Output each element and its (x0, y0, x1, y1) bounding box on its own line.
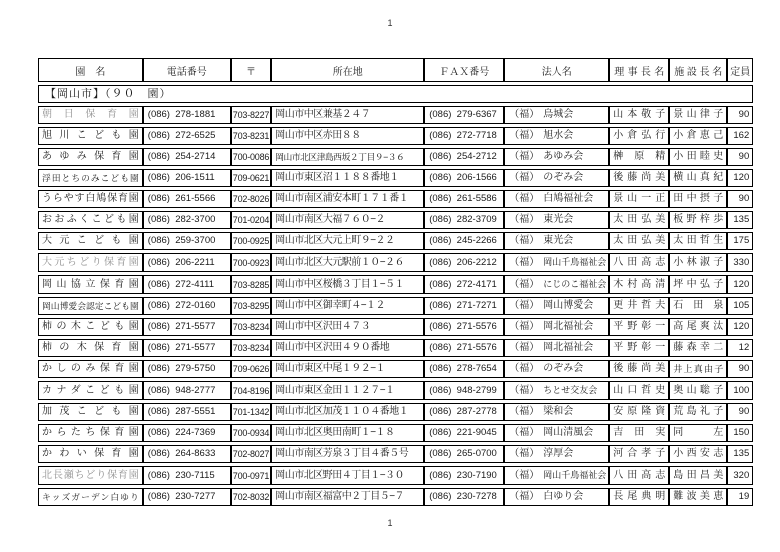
fax-cell: (086) 265-0700 (424, 445, 504, 463)
chairman-name-cell: 木村高清 (609, 275, 669, 294)
capacity-cell: 120 (727, 275, 753, 294)
fax-cell: (086) 261-5586 (424, 190, 504, 208)
capacity-cell: 90 (727, 403, 753, 421)
postal-code-cell: 702-8026 (231, 190, 271, 208)
garden-name-cell: 大元こども園 (38, 232, 143, 250)
corporation-type-prefix: （福） (509, 385, 540, 396)
director-name-cell: 井上真由子 (669, 360, 727, 378)
phone-cell: (086) 206-1511 (143, 169, 231, 187)
postal-code-cell: 700-0934 (231, 424, 271, 442)
chairman-name-cell: 八田高志 (609, 466, 669, 485)
corporation-name: にじのこ福祉会 (543, 279, 607, 289)
postal-code-cell: 703-8285 (231, 275, 271, 294)
corporation-type-prefix: （福） (509, 321, 540, 332)
director-name-cell: 難波美恵 (669, 488, 727, 506)
corporation-cell (504, 339, 609, 357)
column-header: 理事長名 (609, 58, 669, 82)
corporation-name: のぞみ会 (543, 363, 584, 374)
corporation-cell (504, 488, 609, 506)
fax-cell: (086) 271-5576 (424, 339, 504, 357)
director-name-cell: 同左 (669, 424, 727, 442)
fax-cell: (086) 230-7278 (424, 488, 504, 506)
table-row (38, 297, 753, 315)
phone-cell: (086) 271-5577 (143, 318, 231, 336)
chairman-name-cell: 山本敬子 (609, 106, 669, 124)
capacity-cell: 90 (727, 360, 753, 378)
director-name-cell: 田中摂子 (669, 190, 727, 208)
table-row (38, 211, 753, 229)
fax-cell: (086) 271-5576 (424, 318, 504, 336)
garden-name-cell: おおふくこども園 (38, 211, 143, 229)
chairman-name-cell: 小倉弘行 (609, 127, 669, 145)
capacity-cell: 90 (727, 190, 753, 208)
postal-code-cell: 702-8032 (231, 488, 271, 506)
corporation-cell (504, 148, 609, 166)
garden-name-cell: 浮田とちのみこども園 (38, 169, 143, 187)
corporation-name: 烏城会 (543, 109, 574, 120)
postal-code-cell: 700-0925 (231, 232, 271, 250)
fax-cell: (086) 279-6367 (424, 106, 504, 124)
chairman-name-cell: 吉田実 (609, 424, 669, 442)
corporation-type-prefix: （福） (509, 279, 540, 290)
postal-code-cell: 701-0204 (231, 211, 271, 229)
table-row (38, 253, 753, 272)
corporation-name: 淳厚会 (543, 448, 574, 459)
capacity-cell: 135 (727, 211, 753, 229)
address-cell: 岡山市東区沼１１８８番地１ (271, 169, 424, 187)
section-title: 【岡山市】（９０ 園） (38, 85, 753, 103)
section-row (38, 85, 753, 103)
corporation-cell (504, 466, 609, 485)
table-row (38, 466, 753, 485)
chairman-name-cell: 榊原精 (609, 148, 669, 166)
corporation-cell (504, 275, 609, 294)
corporation-cell (504, 424, 609, 442)
garden-name-cell: 旭川こども園 (38, 127, 143, 145)
fax-cell: (086) 948-2799 (424, 381, 504, 400)
corporation-type-prefix: （福） (509, 235, 540, 246)
chairman-name-cell: 平野彰一 (609, 318, 669, 336)
corporation-cell (504, 360, 609, 378)
address-cell: 岡山市南区浦安本町１７１番１ (271, 190, 424, 208)
corporation-type-prefix: （福） (509, 406, 540, 417)
director-name-cell: 太田哲生 (669, 232, 727, 250)
capacity-cell: 90 (727, 106, 753, 124)
director-name-cell: 小倉恵己 (669, 127, 727, 145)
address-cell: 岡山市中区沢田４９０番地 (271, 339, 424, 357)
garden-name-cell: 大元ちどり保育園 (38, 253, 143, 272)
corporation-type-prefix: （福） (509, 363, 540, 374)
column-header: 園 名 (38, 58, 143, 82)
corporation-name: 岡山清風会 (543, 427, 594, 438)
chairman-name-cell: 更井哲夫 (609, 297, 669, 315)
address-cell: 岡山市北区奥田南町１−１８ (271, 424, 424, 442)
postal-code-cell: 700-0086 (231, 148, 271, 166)
address-cell: 岡山市北区加茂１１０４番地１ (271, 403, 424, 421)
phone-cell: (086) 272-4111 (143, 275, 231, 294)
garden-name-cell: 北長瀬ちどり保育園 (38, 466, 143, 485)
chairman-name-cell: 景山一正 (609, 190, 669, 208)
capacity-cell: 19 (727, 488, 753, 506)
chairman-name-cell: 長尾典明 (609, 488, 669, 506)
table-row (38, 190, 753, 208)
phone-cell: (086) 230-7277 (143, 488, 231, 506)
capacity-cell: 12 (727, 339, 753, 357)
table-row (38, 106, 753, 124)
corporation-name: 白鳩福祉会 (543, 193, 594, 204)
postal-code-cell: 700-0971 (231, 466, 271, 485)
table-row (38, 148, 753, 166)
header-row (38, 58, 753, 82)
phone-cell: (086) 206-2211 (143, 253, 231, 272)
director-name-cell: 小西安志 (669, 445, 727, 463)
corporation-name: のぞみ会 (543, 172, 584, 183)
address-cell: 岡山市南区福富中２丁目５−７ (271, 488, 424, 506)
column-header: 法人名 (504, 58, 609, 82)
postal-code-cell: 703-8234 (231, 339, 271, 357)
phone-cell: (086) 254-2714 (143, 148, 231, 166)
corporation-type-prefix: （福） (509, 257, 540, 268)
postal-code-cell: 703-8234 (231, 318, 271, 336)
corporation-cell (504, 381, 609, 400)
table-row (38, 169, 753, 187)
table-body (38, 85, 753, 506)
address-cell: 岡山市中区桜橋３丁目１−５１ (271, 275, 424, 294)
corporation-type-prefix: （福） (509, 427, 540, 438)
capacity-cell: 330 (727, 253, 753, 272)
director-name-cell: 小林淑子 (669, 253, 727, 272)
corporation-cell (504, 318, 609, 336)
corporation-name: 東光会 (543, 214, 574, 225)
corporation-type-prefix: （福） (509, 300, 540, 311)
corporation-name: 東光会 (543, 235, 574, 246)
garden-name-cell: 柿の木こども園 (38, 318, 143, 336)
capacity-cell: 175 (727, 232, 753, 250)
table-row (38, 318, 753, 336)
table-row (38, 275, 753, 294)
fax-cell: (086) 254-2712 (424, 148, 504, 166)
address-cell: 岡山市南区大福７６０−２ (271, 211, 424, 229)
table-row (38, 339, 753, 357)
fax-cell: (086) 287-2778 (424, 403, 504, 421)
director-name-cell: 藤森幸二 (669, 339, 727, 357)
chairman-name-cell: 平野彰一 (609, 339, 669, 357)
address-cell: 岡山市東区金田１１２７−１ (271, 381, 424, 400)
chairman-name-cell: 山口哲史 (609, 381, 669, 400)
phone-cell: (086) 264-8633 (143, 445, 231, 463)
fax-cell: (086) 230-7190 (424, 466, 504, 485)
phone-cell: (086) 259-3700 (143, 232, 231, 250)
corporation-cell (504, 445, 609, 463)
garden-name-cell: 岡山博愛会認定こども園 (38, 297, 143, 315)
corporation-cell (504, 297, 609, 315)
postal-code-cell: 709-0626 (231, 360, 271, 378)
capacity-cell: 90 (727, 148, 753, 166)
capacity-cell: 105 (727, 297, 753, 315)
corporation-name: ちとせ交友会 (543, 385, 598, 395)
corporation-name: 岡山千鳥福祉会 (543, 470, 607, 480)
column-header: 所在地 (271, 58, 424, 82)
column-header: 定員 (727, 58, 753, 82)
corporation-type-prefix: （福） (509, 151, 540, 162)
phone-cell: (086) 279-5750 (143, 360, 231, 378)
corporation-cell (504, 190, 609, 208)
corporation-type-prefix: （福） (509, 214, 540, 225)
phone-cell: (086) 230-7115 (143, 466, 231, 485)
corporation-name: 旭水会 (543, 130, 574, 141)
corporation-name: 梁和会 (543, 406, 574, 417)
corporation-cell (504, 253, 609, 272)
phone-cell: (086) 282-3700 (143, 211, 231, 229)
fax-cell: (086) 206-1566 (424, 169, 504, 187)
corporation-name: 岡北福祉会 (543, 342, 594, 353)
table-header (38, 58, 753, 82)
director-name-cell: 坪中弘子 (669, 275, 727, 294)
address-cell: 岡山市北区大元駅前１０−２６ (271, 253, 424, 272)
fax-cell: (086) 221-9045 (424, 424, 504, 442)
phone-cell: (086) 271-5577 (143, 339, 231, 357)
table-row (38, 403, 753, 421)
address-cell: 岡山市中区沢田４７３ (271, 318, 424, 336)
capacity-cell: 320 (727, 466, 753, 485)
fax-cell: (086) 272-7718 (424, 127, 504, 145)
address-cell: 岡山市東区中尾１９２−１ (271, 360, 424, 378)
table-row (38, 127, 753, 145)
corporation-type-prefix: （福） (509, 109, 540, 120)
phone-cell: (086) 948-2777 (143, 381, 231, 400)
corporation-name: 岡北福祉会 (543, 321, 594, 332)
corporation-type-prefix: （福） (509, 130, 540, 141)
director-name-cell: 景山律子 (669, 106, 727, 124)
phone-cell: (086) 272-0160 (143, 297, 231, 315)
corporation-type-prefix: （福） (509, 448, 540, 459)
table-row (38, 232, 753, 250)
postal-code-cell: 703-8231 (231, 127, 271, 145)
postal-code-cell: 704-8196 (231, 381, 271, 400)
garden-name-cell: あゆみ保育園 (38, 148, 143, 166)
corporation-name: 岡山博愛会 (543, 300, 594, 311)
corporation-cell (504, 169, 609, 187)
phone-cell: (086) 287-5551 (143, 403, 231, 421)
capacity-cell: 120 (727, 318, 753, 336)
fax-cell: (086) 206-2212 (424, 253, 504, 272)
page-number-top: 1 (387, 18, 393, 28)
address-cell: 岡山市南区芳泉３丁目４番５号 (271, 445, 424, 463)
corporation-type-prefix: （福） (509, 342, 540, 353)
director-name-cell: 小田睦史 (669, 148, 727, 166)
director-name-cell: 石田泉 (669, 297, 727, 315)
corporation-cell (504, 232, 609, 250)
director-name-cell: 板野梓歩 (669, 211, 727, 229)
director-name-cell: 島田昌美 (669, 466, 727, 485)
address-cell: 岡山市中区赤田８８ (271, 127, 424, 145)
garden-name-cell: かわい保育園 (38, 445, 143, 463)
capacity-cell: 135 (727, 445, 753, 463)
phone-cell: (086) 278-1881 (143, 106, 231, 124)
postal-code-cell: 702-8027 (231, 445, 271, 463)
garden-name-cell: 加茂こども園 (38, 403, 143, 421)
corporation-name: 白ゆり会 (543, 491, 584, 502)
garden-name-cell: キッズガーデン白ゆり (38, 488, 143, 506)
table-row (38, 488, 753, 506)
corporation-type-prefix: （福） (509, 193, 540, 204)
director-name-cell: 奥山聡子 (669, 381, 727, 400)
table-row (38, 360, 753, 378)
chairman-name-cell: 後藤尚美 (609, 169, 669, 187)
garden-name-cell: 朝日保育園 (38, 106, 143, 124)
table-row (38, 381, 753, 400)
table-row (38, 445, 753, 463)
facility-table (38, 55, 753, 509)
column-header: 〒 (231, 58, 271, 82)
chairman-name-cell: 河合孝子 (609, 445, 669, 463)
postal-code-cell: 701-1342 (231, 403, 271, 421)
address-cell: 岡山市中区兼基２４７ (271, 106, 424, 124)
postal-code-cell: 700-0923 (231, 253, 271, 272)
capacity-cell: 150 (727, 424, 753, 442)
fax-cell: (086) 278-7654 (424, 360, 504, 378)
address-cell: 岡山市中区御幸町４−１２ (271, 297, 424, 315)
capacity-cell: 162 (727, 127, 753, 145)
phone-cell: (086) 224-7369 (143, 424, 231, 442)
garden-name-cell: 柿の木保育園 (38, 339, 143, 357)
column-header: 電話番号 (143, 58, 231, 82)
fax-cell: (086) 272-4171 (424, 275, 504, 294)
postal-code-cell: 703-8295 (231, 297, 271, 315)
postal-code-cell: 709-0621 (231, 169, 271, 187)
corporation-type-prefix: （福） (509, 470, 540, 481)
chairman-name-cell: 後藤尚美 (609, 360, 669, 378)
capacity-cell: 100 (727, 381, 753, 400)
chairman-name-cell: 太田弘美 (609, 232, 669, 250)
column-header: ＦＡＸ番号 (424, 58, 504, 82)
corporation-type-prefix: （福） (509, 172, 540, 183)
address-cell: 岡山市北区野田４丁目１−３０ (271, 466, 424, 485)
page-number-bottom: 1 (387, 518, 393, 528)
corporation-cell (504, 211, 609, 229)
phone-cell: (086) 272-6525 (143, 127, 231, 145)
column-header: 施設長名 (669, 58, 727, 82)
garden-name-cell: かしのみ保育園 (38, 360, 143, 378)
fax-cell: (086) 245-2266 (424, 232, 504, 250)
facility-table-wrap (38, 55, 753, 509)
director-name-cell: 高尾爽汰 (669, 318, 727, 336)
chairman-name-cell: 安原隆資 (609, 403, 669, 421)
director-name-cell: 荒島礼子 (669, 403, 727, 421)
capacity-cell: 120 (727, 169, 753, 187)
garden-name-cell: からたち保育園 (38, 424, 143, 442)
postal-code-cell: 703-8227 (231, 106, 271, 124)
garden-name-cell: カナダこども園 (38, 381, 143, 400)
garden-name-cell: 岡山協立保育園 (38, 275, 143, 294)
address-cell: 岡山市北区大元上町９−２２ (271, 232, 424, 250)
chairman-name-cell: 八田高志 (609, 253, 669, 272)
corporation-name: あゆみ会 (543, 151, 584, 162)
phone-cell: (086) 261-5566 (143, 190, 231, 208)
fax-cell: (086) 271-7271 (424, 297, 504, 315)
corporation-name: 岡山千鳥福祉会 (543, 257, 607, 267)
corporation-cell (504, 403, 609, 421)
address-cell: 岡山市北区津島西坂２丁目９−３６ (271, 148, 424, 166)
table-row (38, 424, 753, 442)
chairman-name-cell: 太田弘美 (609, 211, 669, 229)
director-name-cell: 横山真紀 (669, 169, 727, 187)
corporation-cell (504, 127, 609, 145)
corporation-type-prefix: （福） (509, 491, 540, 502)
fax-cell: (086) 282-3709 (424, 211, 504, 229)
garden-name-cell: うらやす白鳩保育園 (38, 190, 143, 208)
corporation-cell (504, 106, 609, 124)
